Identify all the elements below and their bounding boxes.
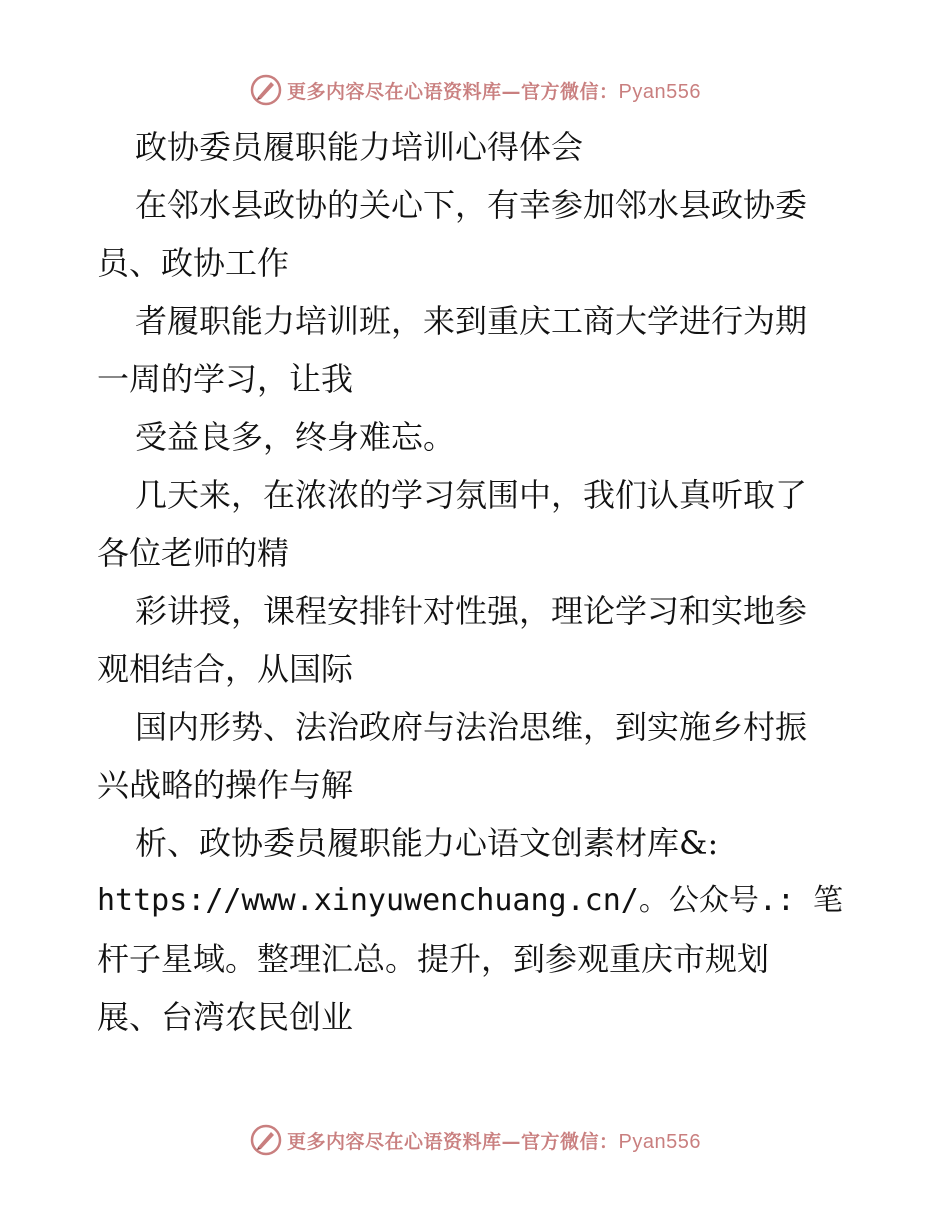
paragraph-line: 员、政协工作 <box>97 244 290 282</box>
paragraph-line: 兴战略的操作与解 <box>97 766 354 804</box>
document-title: 政协委员履职能力培训心得体会 <box>135 128 584 166</box>
paragraph-line: 析、政协委员履职能力心语文创素材库&: <box>135 824 719 862</box>
paragraph-line: 观相结合，从国际 <box>97 650 354 688</box>
watermark-text: 更多内容尽在心语资料库—官方微信：Pyan556 <box>287 80 701 103</box>
paragraph-line-url: https://www.xinyuwenchuang.cn/。公众号.: 笔 <box>97 883 844 918</box>
paragraph-line: 者履职能力培训班，来到重庆工商大学进行为期 <box>135 302 808 340</box>
paragraph-line: 一周的学习，让我 <box>97 360 354 398</box>
document-body <box>97 118 867 1046</box>
paragraph-line: 受益良多，终身难忘。 <box>135 418 456 456</box>
header-watermark <box>0 70 950 110</box>
watermark-text: 更多内容尽在心语资料库—官方微信：Pyan556 <box>287 1130 701 1153</box>
paragraph-line: 几天来，在浓浓的学习氛围中，我们认真听取了 <box>135 476 808 514</box>
quill-seal-icon <box>249 73 283 107</box>
paragraph-line: 各位老师的精 <box>97 534 290 572</box>
paragraph-line: 展、台湾农民创业 <box>97 998 354 1036</box>
paragraph-line: 杆子星域。整理汇总。提升，到参观重庆市规划 <box>97 940 770 978</box>
footer-watermark <box>0 1120 950 1160</box>
paragraph-line: 国内形势、法治政府与法治思维，到实施乡村振 <box>135 708 808 746</box>
paragraph-line: 彩讲授，课程安排针对性强，理论学习和实地参 <box>135 592 808 630</box>
quill-seal-icon <box>249 1123 283 1157</box>
paragraph-line: 在邻水县政协的关心下，有幸参加邻水县政协委 <box>135 186 808 224</box>
